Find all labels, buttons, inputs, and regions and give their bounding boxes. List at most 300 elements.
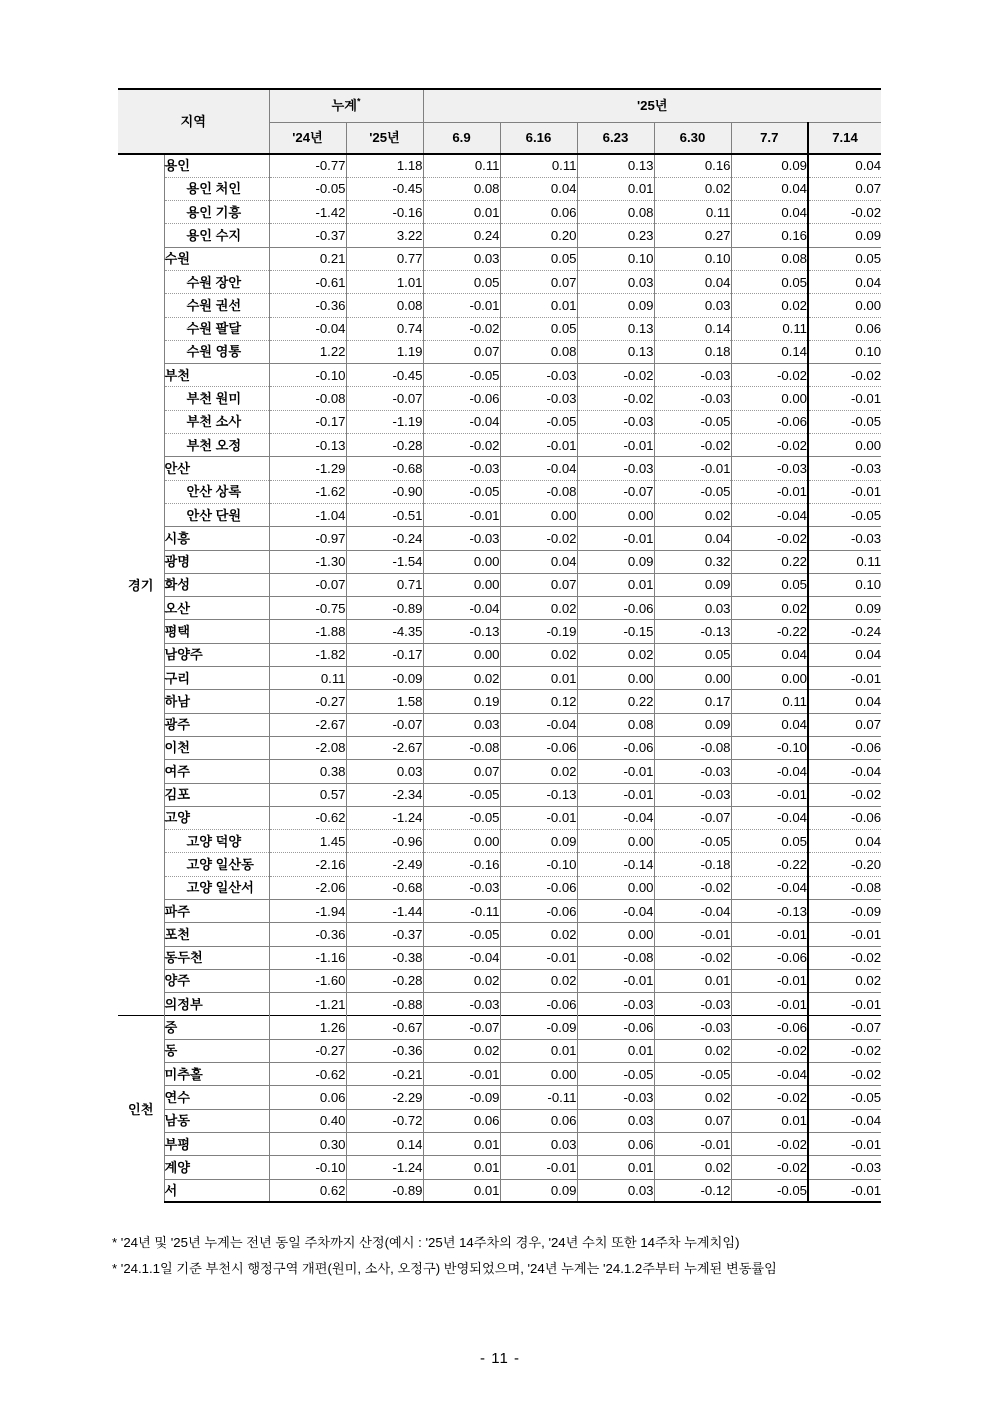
data-cell: -0.02 <box>731 1039 808 1062</box>
data-cell: -0.16 <box>346 201 423 224</box>
data-cell: -0.07 <box>577 480 654 503</box>
data-cell: -0.04 <box>731 1063 808 1086</box>
data-cell: -0.37 <box>269 224 346 247</box>
data-cell: 0.01 <box>577 177 654 200</box>
data-cell: 0.08 <box>577 713 654 736</box>
data-cell: 0.30 <box>269 1132 346 1155</box>
data-cell: 0.04 <box>654 270 731 293</box>
data-cell: 1.58 <box>346 690 423 713</box>
table-row <box>118 154 881 177</box>
data-cell: 0.07 <box>654 1109 731 1132</box>
table-row <box>118 620 881 643</box>
data-cell: -0.02 <box>808 201 881 224</box>
data-cell: -0.14 <box>577 853 654 876</box>
data-cell: -0.61 <box>269 270 346 293</box>
data-cell: -0.04 <box>731 876 808 899</box>
data-cell: -0.06 <box>500 736 577 759</box>
data-cell: 1.22 <box>269 340 346 363</box>
data-cell: 0.04 <box>731 713 808 736</box>
data-cell: 0.04 <box>500 177 577 200</box>
header-week-6-9: 6.9 <box>423 122 500 154</box>
header-cum-2025: '25년 <box>346 122 423 154</box>
data-cell: -0.24 <box>808 620 881 643</box>
table-row <box>118 900 881 923</box>
data-cell: 0.11 <box>269 667 346 690</box>
data-cell: -0.01 <box>577 434 654 457</box>
data-cell: -0.02 <box>500 527 577 550</box>
data-cell: 0.02 <box>731 597 808 620</box>
table-row <box>118 340 881 363</box>
data-cell: 0.06 <box>500 201 577 224</box>
table-row <box>118 480 881 503</box>
data-cell: 0.00 <box>500 1063 577 1086</box>
data-cell: -0.17 <box>269 410 346 433</box>
data-cell: -0.03 <box>654 364 731 387</box>
data-cell: -0.27 <box>269 690 346 713</box>
data-cell: -0.03 <box>423 876 500 899</box>
data-cell: 0.09 <box>808 224 881 247</box>
row-label: 고양 덕양 <box>164 830 269 853</box>
row-label: 안산 단원 <box>164 503 269 526</box>
data-cell: -0.04 <box>577 806 654 829</box>
data-cell: 0.04 <box>731 201 808 224</box>
data-cell: 0.09 <box>577 294 654 317</box>
data-cell: -0.02 <box>577 364 654 387</box>
row-label: 여주 <box>164 760 269 783</box>
data-cell: -0.68 <box>346 876 423 899</box>
data-cell: -0.05 <box>654 480 731 503</box>
data-cell: 0.04 <box>808 830 881 853</box>
data-cell: -0.22 <box>731 620 808 643</box>
data-cell: 0.01 <box>731 1109 808 1132</box>
data-cell: 3.22 <box>346 224 423 247</box>
data-cell: 0.00 <box>577 876 654 899</box>
data-cell: 0.09 <box>731 154 808 177</box>
row-label: 수원 <box>164 247 269 270</box>
table-row <box>118 270 881 293</box>
data-cell: 0.74 <box>346 317 423 340</box>
data-cell: -0.10 <box>269 364 346 387</box>
row-label: 수원 장안 <box>164 270 269 293</box>
data-cell: -0.04 <box>500 457 577 480</box>
data-cell: 0.08 <box>577 201 654 224</box>
data-cell: -0.06 <box>731 946 808 969</box>
data-cell: 0.07 <box>808 713 881 736</box>
data-cell: -0.17 <box>346 643 423 666</box>
data-cell: -0.02 <box>808 1039 881 1062</box>
data-cell: -0.06 <box>500 993 577 1016</box>
data-cell: -0.68 <box>346 457 423 480</box>
data-cell: -0.08 <box>808 876 881 899</box>
data-cell: -0.09 <box>808 900 881 923</box>
data-cell: 0.00 <box>731 387 808 410</box>
row-label: 수원 권선 <box>164 294 269 317</box>
data-cell: 0.02 <box>654 1156 731 1179</box>
data-cell: -0.01 <box>423 1063 500 1086</box>
data-cell: -0.36 <box>269 923 346 946</box>
data-cell: 0.02 <box>654 503 731 526</box>
table-row <box>118 1132 881 1155</box>
data-cell: 0.22 <box>731 550 808 573</box>
data-cell: -0.11 <box>500 1086 577 1109</box>
data-cell: -0.02 <box>654 434 731 457</box>
data-cell: -1.82 <box>269 643 346 666</box>
data-cell: -0.37 <box>346 923 423 946</box>
data-cell: -0.07 <box>423 1016 500 1039</box>
data-cell: 0.00 <box>423 830 500 853</box>
data-cell: -0.02 <box>577 387 654 410</box>
data-cell: 0.11 <box>731 317 808 340</box>
data-cell: 0.09 <box>654 573 731 596</box>
data-cell: 0.02 <box>423 969 500 992</box>
row-label: 양주 <box>164 969 269 992</box>
region-group-label: 경기 <box>118 154 164 1016</box>
data-cell: -0.02 <box>423 317 500 340</box>
data-cell: -0.10 <box>500 853 577 876</box>
data-cell: -0.04 <box>269 317 346 340</box>
table-row <box>118 247 881 270</box>
data-cell: 0.04 <box>808 270 881 293</box>
data-cell: -0.03 <box>808 1156 881 1179</box>
data-cell: 0.71 <box>346 573 423 596</box>
data-cell: 0.04 <box>731 177 808 200</box>
data-cell: -2.49 <box>346 853 423 876</box>
data-cell: -0.01 <box>731 969 808 992</box>
data-cell: -0.08 <box>423 736 500 759</box>
data-cell: 0.02 <box>500 597 577 620</box>
data-cell: -2.16 <box>269 853 346 876</box>
data-cell: 0.06 <box>808 317 881 340</box>
table-row <box>118 387 881 410</box>
data-cell: -1.21 <box>269 993 346 1016</box>
row-label: 고양 일산동 <box>164 853 269 876</box>
table-row <box>118 690 881 713</box>
data-cell: -0.09 <box>346 667 423 690</box>
data-cell: 0.07 <box>500 573 577 596</box>
row-label: 수원 영통 <box>164 340 269 363</box>
data-cell: -0.03 <box>500 364 577 387</box>
data-cell: 0.05 <box>500 317 577 340</box>
row-label: 부평 <box>164 1132 269 1155</box>
row-label: 화성 <box>164 573 269 596</box>
data-cell: -0.11 <box>423 900 500 923</box>
data-cell: 0.08 <box>346 294 423 317</box>
data-cell: 0.07 <box>423 760 500 783</box>
data-cell: -0.03 <box>423 457 500 480</box>
row-label: 연수 <box>164 1086 269 1109</box>
data-cell: -2.67 <box>346 736 423 759</box>
data-cell: -0.03 <box>423 527 500 550</box>
data-cell: -0.97 <box>269 527 346 550</box>
data-cell: 0.08 <box>731 247 808 270</box>
data-cell: -0.06 <box>423 387 500 410</box>
row-label: 부천 <box>164 364 269 387</box>
table-row <box>118 1179 881 1202</box>
header-week-6-30: 6.30 <box>654 122 731 154</box>
data-cell: -0.96 <box>346 830 423 853</box>
data-cell: 0.05 <box>808 247 881 270</box>
data-cell: 0.01 <box>577 1039 654 1062</box>
data-cell: -0.01 <box>808 923 881 946</box>
data-cell: -0.01 <box>808 993 881 1016</box>
page-number: - 11 - <box>480 1350 520 1367</box>
data-cell: -0.01 <box>654 923 731 946</box>
data-cell: -0.01 <box>577 760 654 783</box>
data-cell: 0.10 <box>654 247 731 270</box>
data-cell: -0.13 <box>269 434 346 457</box>
data-cell: -0.45 <box>346 364 423 387</box>
header-region: 지역 <box>118 89 269 154</box>
data-cell: -0.77 <box>269 154 346 177</box>
data-cell: -0.02 <box>731 1132 808 1155</box>
data-cell: 0.01 <box>423 1132 500 1155</box>
data-cell: 0.00 <box>500 503 577 526</box>
data-cell: -0.02 <box>731 364 808 387</box>
data-cell: 0.01 <box>423 201 500 224</box>
table-row <box>118 830 881 853</box>
data-cell: -0.89 <box>346 1179 423 1202</box>
data-cell: -0.09 <box>423 1086 500 1109</box>
data-cell: 0.27 <box>654 224 731 247</box>
data-cell: -0.04 <box>423 410 500 433</box>
header-week-6-23: 6.23 <box>577 122 654 154</box>
data-cell: -0.01 <box>500 806 577 829</box>
data-cell: -0.01 <box>423 503 500 526</box>
data-cell: -0.12 <box>654 1179 731 1202</box>
data-cell: -1.62 <box>269 480 346 503</box>
data-cell: 1.26 <box>269 1016 346 1039</box>
row-label: 광주 <box>164 713 269 736</box>
data-cell: -0.01 <box>731 783 808 806</box>
row-label: 파주 <box>164 900 269 923</box>
data-cell: 0.01 <box>500 667 577 690</box>
data-cell: 0.03 <box>577 1179 654 1202</box>
data-cell: 0.38 <box>269 760 346 783</box>
data-cell: -0.02 <box>654 946 731 969</box>
data-cell: -0.07 <box>346 713 423 736</box>
data-cell: 0.12 <box>500 690 577 713</box>
data-cell: 0.05 <box>731 573 808 596</box>
data-cell: 0.05 <box>654 643 731 666</box>
data-cell: -0.03 <box>654 1016 731 1039</box>
data-cell: -1.04 <box>269 503 346 526</box>
data-cell: 0.07 <box>808 177 881 200</box>
data-cell: 0.01 <box>654 969 731 992</box>
data-cell: -0.27 <box>269 1039 346 1062</box>
data-cell: 0.01 <box>500 1039 577 1062</box>
data-cell: -0.05 <box>654 410 731 433</box>
data-cell: 0.00 <box>654 667 731 690</box>
data-cell: 0.00 <box>577 503 654 526</box>
data-cell: 0.40 <box>269 1109 346 1132</box>
table-row <box>118 1086 881 1109</box>
data-cell: -0.01 <box>731 993 808 1016</box>
table-row <box>118 876 881 899</box>
data-cell: -0.05 <box>423 783 500 806</box>
data-cell: -0.09 <box>500 1016 577 1039</box>
data-cell: -0.05 <box>577 1063 654 1086</box>
data-cell: -0.06 <box>500 900 577 923</box>
data-cell: -0.04 <box>731 806 808 829</box>
data-cell: 0.06 <box>577 1132 654 1155</box>
table-row <box>118 434 881 457</box>
table-row <box>118 853 881 876</box>
data-cell: 0.07 <box>500 270 577 293</box>
data-cell: -0.05 <box>808 410 881 433</box>
data-cell: -0.72 <box>346 1109 423 1132</box>
data-cell: -0.89 <box>346 597 423 620</box>
table-row <box>118 736 881 759</box>
data-cell: -0.02 <box>808 783 881 806</box>
table-row <box>118 550 881 573</box>
data-cell: 0.01 <box>577 1156 654 1179</box>
data-cell: -0.02 <box>808 946 881 969</box>
table-row <box>118 201 881 224</box>
data-cell: 0.04 <box>654 527 731 550</box>
data-cell: -0.02 <box>654 876 731 899</box>
data-cell: -2.29 <box>346 1086 423 1109</box>
data-cell: -1.24 <box>346 1156 423 1179</box>
row-label: 계양 <box>164 1156 269 1179</box>
data-cell: -0.07 <box>654 806 731 829</box>
data-cell: -0.04 <box>654 900 731 923</box>
data-cell: -0.01 <box>577 969 654 992</box>
data-cell: -0.06 <box>577 736 654 759</box>
data-cell: -1.30 <box>269 550 346 573</box>
data-cell: -1.88 <box>269 620 346 643</box>
data-cell: -0.03 <box>654 760 731 783</box>
header-week-7-7: 7.7 <box>731 122 808 154</box>
data-cell: 0.02 <box>654 1039 731 1062</box>
data-cell: -0.01 <box>808 1132 881 1155</box>
data-cell: 1.01 <box>346 270 423 293</box>
data-cell: -0.05 <box>423 806 500 829</box>
data-cell: 0.20 <box>500 224 577 247</box>
data-cell: 0.03 <box>500 1132 577 1155</box>
data-cell: 0.21 <box>269 247 346 270</box>
data-cell: -0.03 <box>808 457 881 480</box>
data-cell: -0.03 <box>577 457 654 480</box>
data-cell: -0.02 <box>808 1063 881 1086</box>
row-label: 동두천 <box>164 946 269 969</box>
row-label: 시흥 <box>164 527 269 550</box>
data-cell: -0.08 <box>577 946 654 969</box>
data-cell: -0.62 <box>269 806 346 829</box>
table-row <box>118 806 881 829</box>
data-cell: 0.02 <box>808 969 881 992</box>
data-cell: 0.02 <box>500 969 577 992</box>
data-cell: -0.05 <box>808 503 881 526</box>
data-cell: -0.38 <box>346 946 423 969</box>
data-cell: 0.04 <box>808 643 881 666</box>
data-cell: -1.24 <box>346 806 423 829</box>
data-cell: -0.06 <box>577 597 654 620</box>
data-cell: -0.04 <box>731 760 808 783</box>
data-cell: 0.00 <box>577 830 654 853</box>
data-cell: -0.18 <box>654 853 731 876</box>
data-cell: 0.24 <box>423 224 500 247</box>
data-cell: 0.04 <box>500 550 577 573</box>
table-header <box>118 89 881 154</box>
data-cell: -0.05 <box>423 364 500 387</box>
row-label: 용인 처인 <box>164 177 269 200</box>
data-cell: -0.03 <box>808 527 881 550</box>
data-cell: -0.13 <box>731 900 808 923</box>
region-group-label: 인천 <box>118 1016 164 1202</box>
data-cell: -0.04 <box>423 597 500 620</box>
data-cell: -0.01 <box>500 946 577 969</box>
row-label: 미추홀 <box>164 1063 269 1086</box>
data-cell: 0.57 <box>269 783 346 806</box>
data-cell: -0.20 <box>808 853 881 876</box>
data-cell: -0.08 <box>500 480 577 503</box>
data-cell: -0.03 <box>654 993 731 1016</box>
data-cell: 0.32 <box>654 550 731 573</box>
footnotes <box>112 1233 912 1286</box>
data-cell: -0.28 <box>346 434 423 457</box>
data-cell: 0.14 <box>346 1132 423 1155</box>
data-cell: -0.04 <box>808 760 881 783</box>
data-cell: 0.01 <box>500 294 577 317</box>
data-cell: -0.21 <box>346 1063 423 1086</box>
data-cell: 0.10 <box>808 340 881 363</box>
data-cell: 0.16 <box>654 154 731 177</box>
row-label: 부천 원미 <box>164 387 269 410</box>
row-label: 고양 <box>164 806 269 829</box>
table-row <box>118 317 881 340</box>
row-label: 안산 상록 <box>164 480 269 503</box>
table-row <box>118 1063 881 1086</box>
table-row <box>118 1039 881 1062</box>
data-cell: 0.05 <box>423 270 500 293</box>
data-cell: 0.62 <box>269 1179 346 1202</box>
header-cumulative-label: 누계 <box>331 98 357 114</box>
data-cell: 0.00 <box>808 434 881 457</box>
row-label: 용인 기흥 <box>164 201 269 224</box>
data-cell: -1.16 <box>269 946 346 969</box>
data-cell: 0.13 <box>577 317 654 340</box>
data-cell: -0.05 <box>423 480 500 503</box>
data-cell: -0.01 <box>500 1156 577 1179</box>
data-cell: -0.08 <box>654 736 731 759</box>
header-week-6-16: 6.16 <box>500 122 577 154</box>
data-cell: -0.01 <box>654 457 731 480</box>
data-cell: 0.09 <box>500 830 577 853</box>
data-cell: -0.04 <box>731 503 808 526</box>
table-row <box>118 1016 881 1039</box>
footnote-2: * '24.1.1일 기준 부천시 행정구역 개편(원미, 소사, 오정구) 반영되었으며, '24년 누계는 '24.1.2주부터 누계된 변동률임 <box>112 1261 777 1277</box>
data-cell: 0.11 <box>808 550 881 573</box>
table-row <box>118 364 881 387</box>
row-label: 하남 <box>164 690 269 713</box>
data-cell: -0.62 <box>269 1063 346 1086</box>
data-cell: -0.10 <box>731 736 808 759</box>
data-cell: -0.36 <box>346 1039 423 1062</box>
table-row <box>118 527 881 550</box>
data-cell: 0.02 <box>423 1039 500 1062</box>
statistics-table-container <box>118 88 881 1203</box>
header-cumulative <box>269 89 423 122</box>
data-cell: -0.01 <box>423 294 500 317</box>
row-label: 안산 <box>164 457 269 480</box>
data-cell: -0.03 <box>654 387 731 410</box>
data-cell: -1.60 <box>269 969 346 992</box>
data-cell: 0.02 <box>654 177 731 200</box>
table-row <box>118 713 881 736</box>
data-cell: -0.05 <box>423 923 500 946</box>
row-label: 부천 소사 <box>164 410 269 433</box>
data-cell: 1.45 <box>269 830 346 853</box>
